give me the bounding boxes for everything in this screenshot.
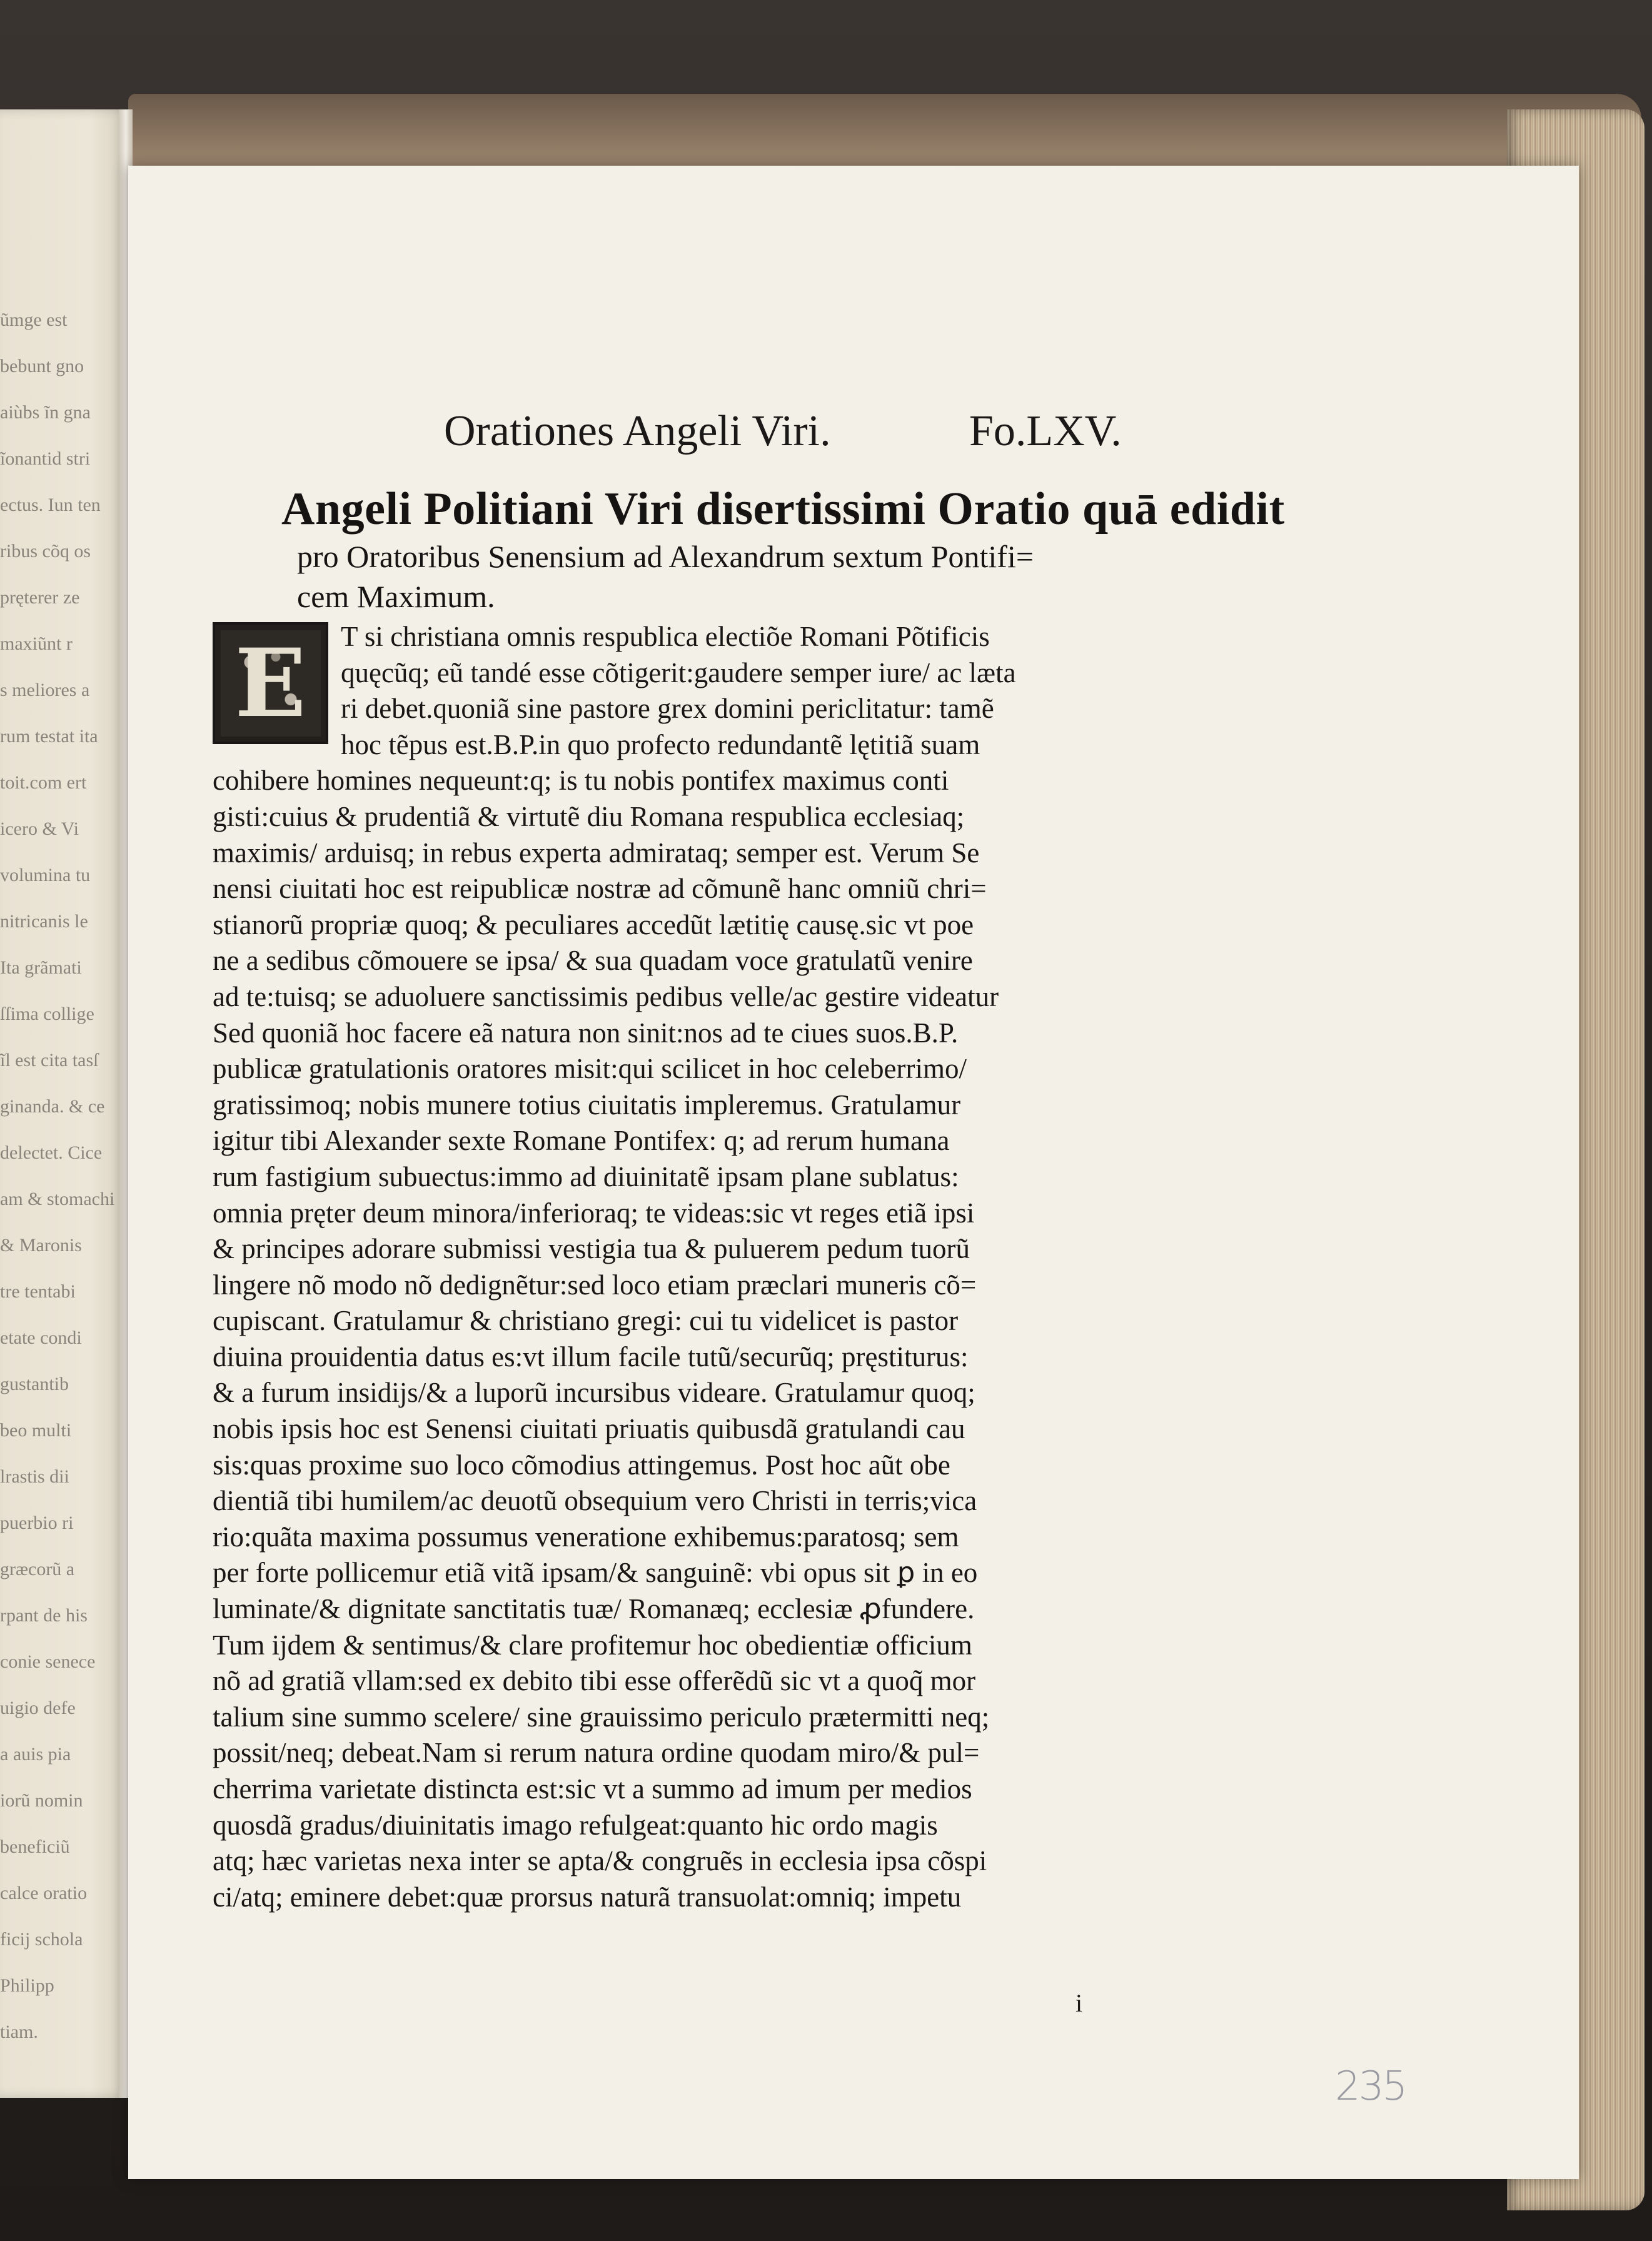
left-page-text bbox=[0, 297, 128, 2055]
left-page-line: delectet. Cice bbox=[0, 1142, 103, 1163]
text-line: ci/atq; eminere debet:quæ prorsus naturã transuolat:omniq; impetu bbox=[213, 1881, 962, 1913]
left-page-line: conie senece bbox=[0, 1651, 96, 1672]
text-line: quosdã gradus/diuinitatis imago refulgeat:quanto hic ordo magis bbox=[213, 1809, 938, 1841]
left-page-line: ectus. Iun ten bbox=[0, 495, 101, 515]
left-page-line: ſſima collige bbox=[0, 1004, 94, 1024]
body-lines bbox=[213, 619, 1369, 1915]
left-page-line: ginanda. & ce bbox=[0, 1096, 105, 1117]
title-main-line: Angeli Politiani Viri disertissimi Oratio quā edidit bbox=[281, 483, 1285, 535]
left-facing-page bbox=[0, 109, 128, 2098]
text-line: Tum ijdem & sentimus/& clare profitemur hoc obedientiæ officium bbox=[213, 1629, 972, 1661]
text-line: & a furum insidijs/& a luporũ incursibus videare. Gratulamur quoq; bbox=[213, 1377, 975, 1409]
text-line: dientiã tibi humilem/ac deuotũ obsequium vero Christi in terris;vica bbox=[213, 1485, 977, 1517]
text-line: omnia pręter deum minora/inferioraq; te videas:sic vt reges etiã ipsi bbox=[213, 1197, 975, 1229]
left-page-line: volumina tu bbox=[0, 865, 91, 885]
left-page-line: beneficiũ bbox=[0, 1836, 70, 1857]
left-page-line: ĩonantid stri bbox=[0, 448, 91, 469]
left-page-line: & Maronis bbox=[0, 1235, 82, 1256]
book-cover-edge bbox=[128, 94, 1641, 175]
text-line: Sed quoniã hoc facere eã natura non sinit:nos ad te ciues suos.B.P. bbox=[213, 1017, 959, 1049]
left-page-line: beo multi bbox=[0, 1420, 72, 1441]
right-page bbox=[128, 166, 1579, 2179]
signature-mark: i bbox=[1075, 1989, 1083, 2017]
text-line: ri debet.quoniã sine pastore grex domini periclitatur: tamẽ bbox=[341, 693, 994, 725]
text-line: igitur tibi Alexander sexte Romane Pontifex: q; ad rerum humana bbox=[213, 1125, 950, 1157]
left-page-line: ĩl est cita tasſ bbox=[0, 1050, 99, 1070]
left-page-line: ficij schola bbox=[0, 1929, 83, 1950]
left-page-line: græcorũ a bbox=[0, 1559, 75, 1579]
text-line: ne a sedibus cõmouere se ipsa/ & sua quadam voce gratulatũ venire bbox=[213, 945, 973, 977]
text-line: cupiscant. Gratulamur & christiano gregi: cui tu videlicet is pastor bbox=[213, 1305, 959, 1337]
text-line: luminate/& dignitate sanctitatis tuæ/ Romanæq; ecclesiæ ꝓfundere. bbox=[213, 1593, 975, 1625]
left-page-line: calce oratio bbox=[0, 1883, 88, 1903]
left-page-line: etate condi bbox=[0, 1327, 82, 1348]
left-page-line: Ita grãmati bbox=[0, 957, 82, 978]
text-line: lingere nõ modo nõ dedignẽtur:sed loco etiam præclari muneris cõ= bbox=[213, 1269, 977, 1301]
text-line: gisti:cuius & prudentiã & virtutẽ diu Romana respublica ecclesiaq; bbox=[213, 800, 965, 832]
text-line: T si christiana omnis respublica electiõe Romani Põtificis bbox=[341, 621, 990, 652]
text-line: diuina prouidentia datus es:vt illum facile tutũ/securũq; pręstiturus: bbox=[213, 1341, 969, 1372]
left-page-line: tre tentabi bbox=[0, 1281, 76, 1302]
left-page-line: iorũ nomin bbox=[0, 1790, 83, 1811]
left-page-line: puerbio ri bbox=[0, 1513, 74, 1533]
left-page-line: maxiũnt r bbox=[0, 633, 73, 654]
left-page-line: lrastis dii bbox=[0, 1466, 69, 1487]
text-line: maximis/ arduisq; in rebus experta admirataq; semper est. Verum Se bbox=[213, 837, 980, 869]
folio-number: Fo.LXV. bbox=[969, 407, 1122, 455]
left-page-line: am & stomachi bbox=[0, 1189, 115, 1209]
left-page-line: rpant de his bbox=[0, 1605, 88, 1626]
body-text bbox=[213, 619, 1369, 1915]
left-page-line: bebunt gno bbox=[0, 356, 84, 376]
oration-title bbox=[281, 481, 1407, 617]
text-line: cohibere homines nequeunt:q; is tu nobis pontifex maximus conti bbox=[213, 765, 949, 797]
decorated-initial bbox=[213, 622, 328, 744]
text-line: nobis ipsis hoc est Senensi ciuitati priuatis quibusdã gratulandi cau bbox=[213, 1413, 965, 1445]
text-line: talium sine summo scelere/ sine grauissimo periculo prætermitti neq; bbox=[213, 1701, 990, 1733]
text-line: hoc tẽpus est.B.P.in quo profecto redundantẽ lętitiã suam bbox=[341, 728, 980, 760]
text-line: nensi ciuitati hoc est reipublicæ nostræ ad cõmunẽ hanc omniũ chri= bbox=[213, 873, 987, 905]
title-sub-line-2: cem Maximum. bbox=[297, 579, 495, 614]
left-page-line: s meliores a bbox=[0, 680, 90, 700]
left-page-line: Philipp bbox=[0, 1975, 54, 1996]
text-line: ad te:tuisq; se aduoluere sanctissimis pedibus velle/ac gestire videatur bbox=[213, 980, 999, 1012]
text-line: rum fastigium subuectus:immo ad diuinitatẽ ipsam plane sublatus: bbox=[213, 1161, 959, 1192]
left-page-line: aiùbs ĩn gna bbox=[0, 402, 91, 423]
left-page-line: gustantib bbox=[0, 1374, 69, 1394]
running-head bbox=[128, 406, 1579, 456]
text-line: gratissimoq; nobis munere totius ciuitatis impleremus. Gratulamur bbox=[213, 1089, 961, 1120]
initial-letter: E bbox=[221, 630, 321, 737]
left-page-line: uigio defe bbox=[0, 1698, 76, 1718]
left-page-line: toit.com ert bbox=[0, 772, 87, 793]
text-line: possit/neq; debeat.Nam si rerum natura ordine quodam miro/& pul= bbox=[213, 1737, 980, 1769]
text-line: quęcũq; eũ tandé esse cõtigerit:gaudere semper iure/ ac læta bbox=[341, 657, 1016, 688]
text-line: sis:quas proxime suo loco cõmodius attingemus. Post hoc aũt obe bbox=[213, 1449, 950, 1481]
left-page-line: pręterer ze bbox=[0, 587, 80, 608]
text-line: rio:quãta maxima possumus veneratione exhibemus:paratosq; sem bbox=[213, 1521, 959, 1553]
text-line: publicæ gratulationis oratores misit:qui scilicet in hoc celeberrimo/ bbox=[213, 1053, 967, 1085]
title-sub-line-1: pro Oratoribus Senensium ad Alexandrum sextum Pontifi= bbox=[297, 539, 1034, 574]
running-head-title: Orationes Angeli Viri. bbox=[444, 407, 831, 455]
left-page-line: nitricanis le bbox=[0, 911, 88, 932]
handwritten-page-number: 235 bbox=[1335, 2063, 1406, 2110]
text-line: cherrima varietate distincta est:sic vt a summo ad imum per medios bbox=[213, 1773, 972, 1805]
left-page-line: ũmge est bbox=[0, 310, 68, 330]
text-line: & principes adorare submissi vestigia tua & puluerem pedum tuorũ bbox=[213, 1233, 970, 1265]
left-page-line: a auis pia bbox=[0, 1744, 71, 1765]
left-page-line: rum testat ita bbox=[0, 726, 98, 747]
text-line: stianorũ propriæ quoq; & peculiares accedũt lætitię causę.sic vt poe bbox=[213, 909, 974, 940]
left-page-line: ribus cõq os bbox=[0, 541, 91, 562]
text-line: nõ ad gratiã vllam:sed ex debito tibi esse offerẽdũ sic vt a quoq̃ mor bbox=[213, 1665, 976, 1697]
left-page-line: tiam. bbox=[0, 2022, 38, 2042]
text-line: atq; hæc varietas nexa inter se apta/& congruẽs in ecclesia ipsa cõspi bbox=[213, 1845, 987, 1877]
text-line: per forte pollicemur etiã vitã ipsam/& sanguinẽ: vbi opus sit ꝑ in eo bbox=[213, 1557, 978, 1589]
left-page-line: icero & Vi bbox=[0, 818, 79, 839]
